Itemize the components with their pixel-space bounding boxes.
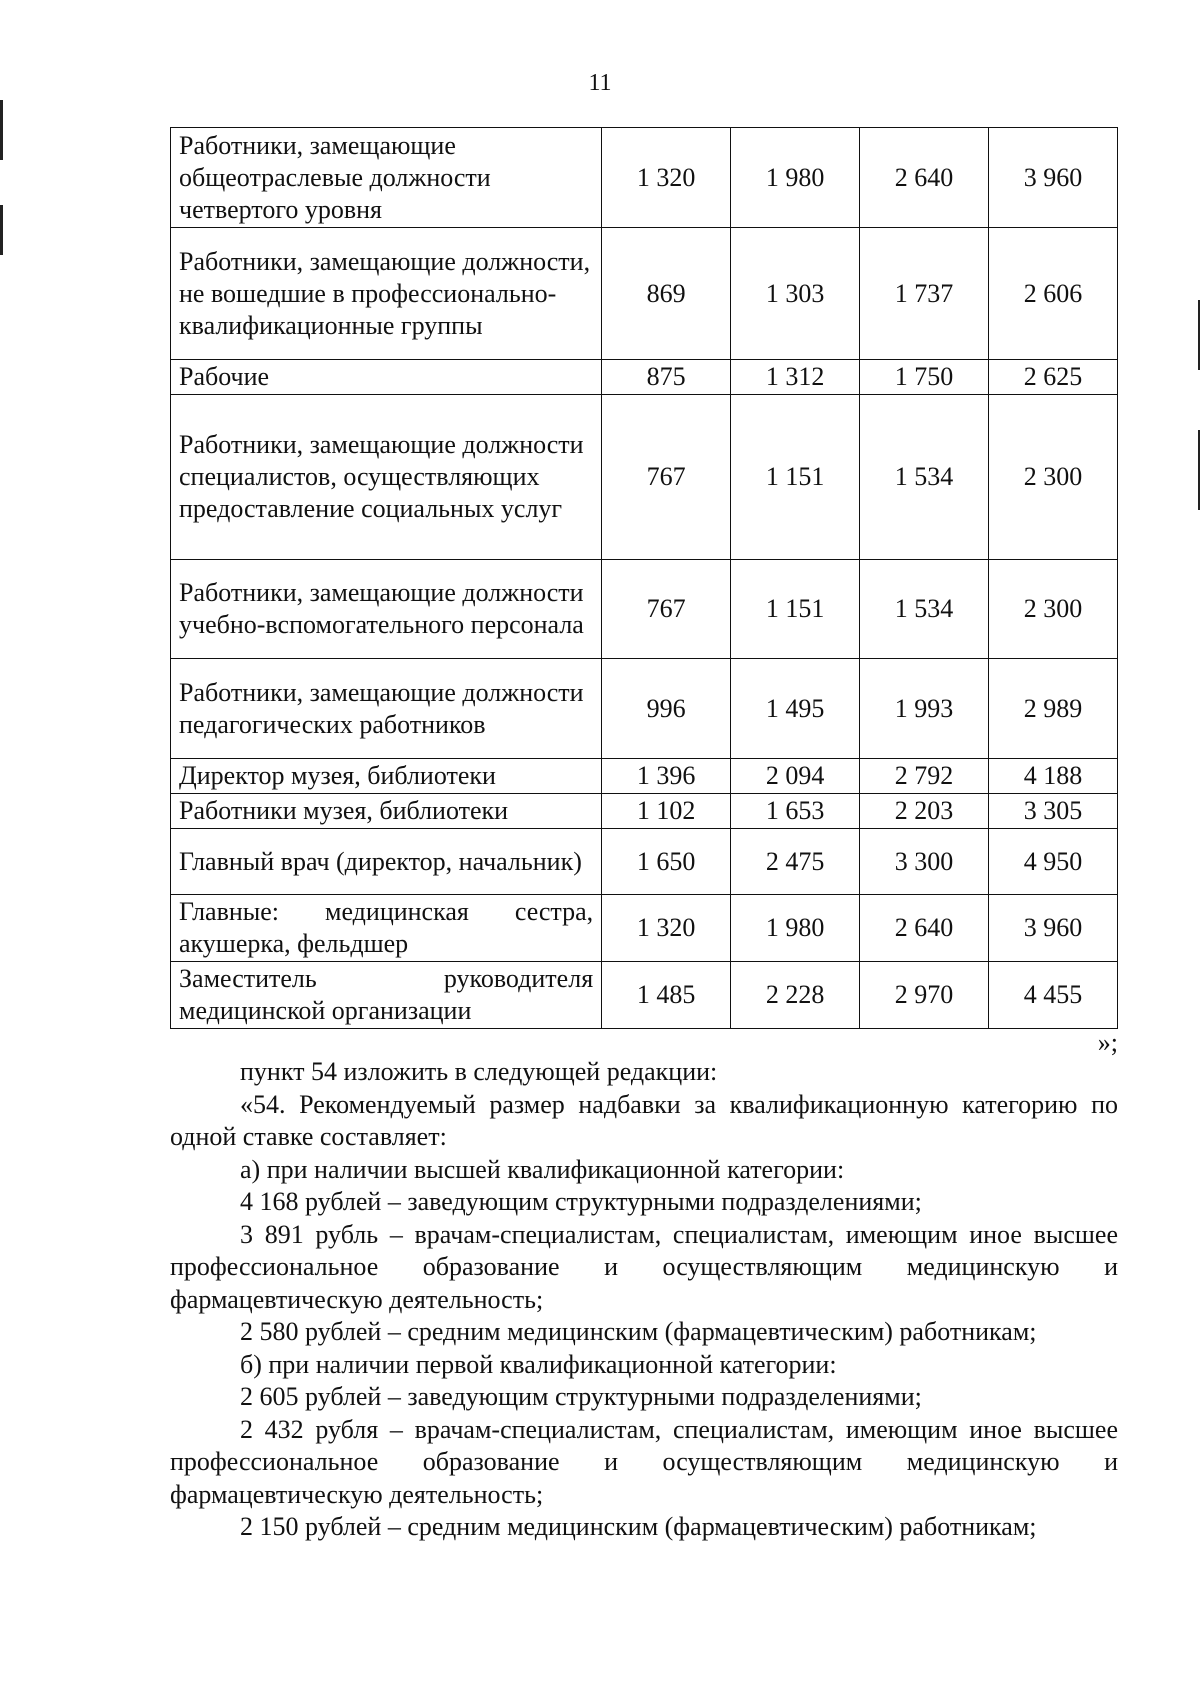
table-cell: 2 228 [731, 962, 860, 1029]
paragraph: а) при наличии высшей квалификационной категории: [240, 1154, 845, 1184]
table-cell: 1 396 [602, 759, 731, 794]
table-row [171, 659, 1118, 759]
table-row [171, 895, 1118, 962]
table-cell: 2 625 [989, 360, 1118, 395]
row-label: Рабочие [171, 360, 602, 395]
paragraph: 2 150 рублей – средним медицинским (фармацевтическим) работникам; [240, 1512, 1037, 1541]
row-label: Работники, замещающие должности педагогических работников [171, 659, 602, 759]
table-cell: 1 737 [860, 228, 989, 360]
table-row [171, 759, 1118, 794]
table-cell: 2 792 [860, 759, 989, 794]
table-cell: 2 300 [989, 395, 1118, 560]
table-cell: 2 606 [989, 228, 1118, 360]
table-cell: 1 750 [860, 360, 989, 395]
table-row [171, 829, 1118, 895]
table-cell: 1 650 [602, 829, 731, 895]
table-cell: 3 960 [989, 128, 1118, 228]
table-cell: 3 305 [989, 794, 1118, 829]
table-cell: 3 300 [860, 829, 989, 895]
paragraph: б) при наличии первой квалификационной категории: [240, 1349, 837, 1379]
table-cell: 2 970 [860, 962, 989, 1029]
scan-edge-mark [0, 100, 3, 160]
table-cell: 1 303 [731, 228, 860, 360]
row-label: Работники музея, библиотеки [171, 794, 602, 829]
table-cell: 1 534 [860, 560, 989, 659]
table-row [171, 794, 1118, 829]
table-row [171, 395, 1118, 560]
table-cell: 767 [602, 560, 731, 659]
paragraph: 2 580 рублей – средним медицинским (фармацевтическим) работникам; [240, 1317, 1037, 1346]
table-cell: 1 151 [731, 395, 860, 560]
table-cell: 2 640 [860, 895, 989, 962]
table-row [171, 360, 1118, 395]
paragraph: 2 605 рублей – заведующим структурными подразделениями; [240, 1382, 922, 1411]
table-cell: 875 [602, 360, 731, 395]
table-cell: 1 320 [602, 895, 731, 962]
table-cell: 1 534 [860, 395, 989, 560]
table-cell: 2 203 [860, 794, 989, 829]
table-cell: 1 980 [731, 895, 860, 962]
table-row [171, 962, 1118, 1029]
table-row [171, 228, 1118, 360]
row-label: Главные: медицинская сестра, акушерка, фельдшер [171, 895, 602, 962]
row-label: Директор музея, библиотеки [171, 759, 602, 794]
table-cell: 767 [602, 395, 731, 560]
row-label: Работники, замещающие должности, не вошедшие в профессионально-квалификационные группы [171, 228, 602, 360]
paragraph: пункт 54 изложить в следующей редакции: [240, 1057, 718, 1086]
table-cell: 1 653 [731, 794, 860, 829]
allowance-table [170, 127, 1118, 1029]
page-number: 11 [588, 70, 612, 96]
table-cell: 4 950 [989, 829, 1118, 895]
table-cell: 1 485 [602, 962, 731, 1029]
table-cell: 1 151 [731, 560, 860, 659]
table-cell: 4 188 [989, 759, 1118, 794]
row-label: Главный врач (директор, начальник) [171, 829, 602, 895]
body-text [170, 1056, 1118, 1544]
row-label: Заместитель руководителя медицинской организации [171, 962, 602, 1029]
table-cell: 2 300 [989, 560, 1118, 659]
table-cell: 2 989 [989, 659, 1118, 759]
table-row [171, 560, 1118, 659]
table-cell: 869 [602, 228, 731, 360]
table-cell: 1 993 [860, 659, 989, 759]
table-cell: 2 094 [731, 759, 860, 794]
table-cell: 3 960 [989, 895, 1118, 962]
row-label: Работники, замещающие общеотраслевые должности четвертого уровня [171, 128, 602, 228]
paragraph: 4 168 рублей – заведующим структурными подразделениями; [240, 1187, 922, 1216]
table-cell: 4 455 [989, 962, 1118, 1029]
row-label: Работники, замещающие должности учебно-вспомогательного персонала [171, 560, 602, 659]
paragraph: «54. Рекомендуемый размер надбавки за квалификационную категорию по одной ставке составляет: [170, 1089, 1118, 1151]
table-cell: 1 320 [602, 128, 731, 228]
row-label: Работники, замещающие должности специалистов, осуществляющих предоставление социальных услуг [171, 395, 602, 560]
table-cell: 1 312 [731, 360, 860, 395]
table-cell: 1 980 [731, 128, 860, 228]
paragraph: 2 432 рубля – врачам-специалистам, специалистам, имеющим иное высшее профессиональное образование и осуществляющим медицинскую и фармацевтическую деятельность; [170, 1414, 1118, 1509]
table-cell: 2 475 [731, 829, 860, 895]
table-cell: 1 495 [731, 659, 860, 759]
closing-quote: »; [1097, 1028, 1118, 1057]
table-cell: 2 640 [860, 128, 989, 228]
paragraph: 3 891 рубль – врачам-специалистам, специалистам, имеющим иное высшее профессиональное образование и осуществляющим медицинскую и фармацевтическую деятельность; [170, 1219, 1118, 1314]
table-row [171, 128, 1118, 228]
table-cell: 1 102 [602, 794, 731, 829]
scan-edge-mark [0, 205, 3, 255]
table-cell: 996 [602, 659, 731, 759]
